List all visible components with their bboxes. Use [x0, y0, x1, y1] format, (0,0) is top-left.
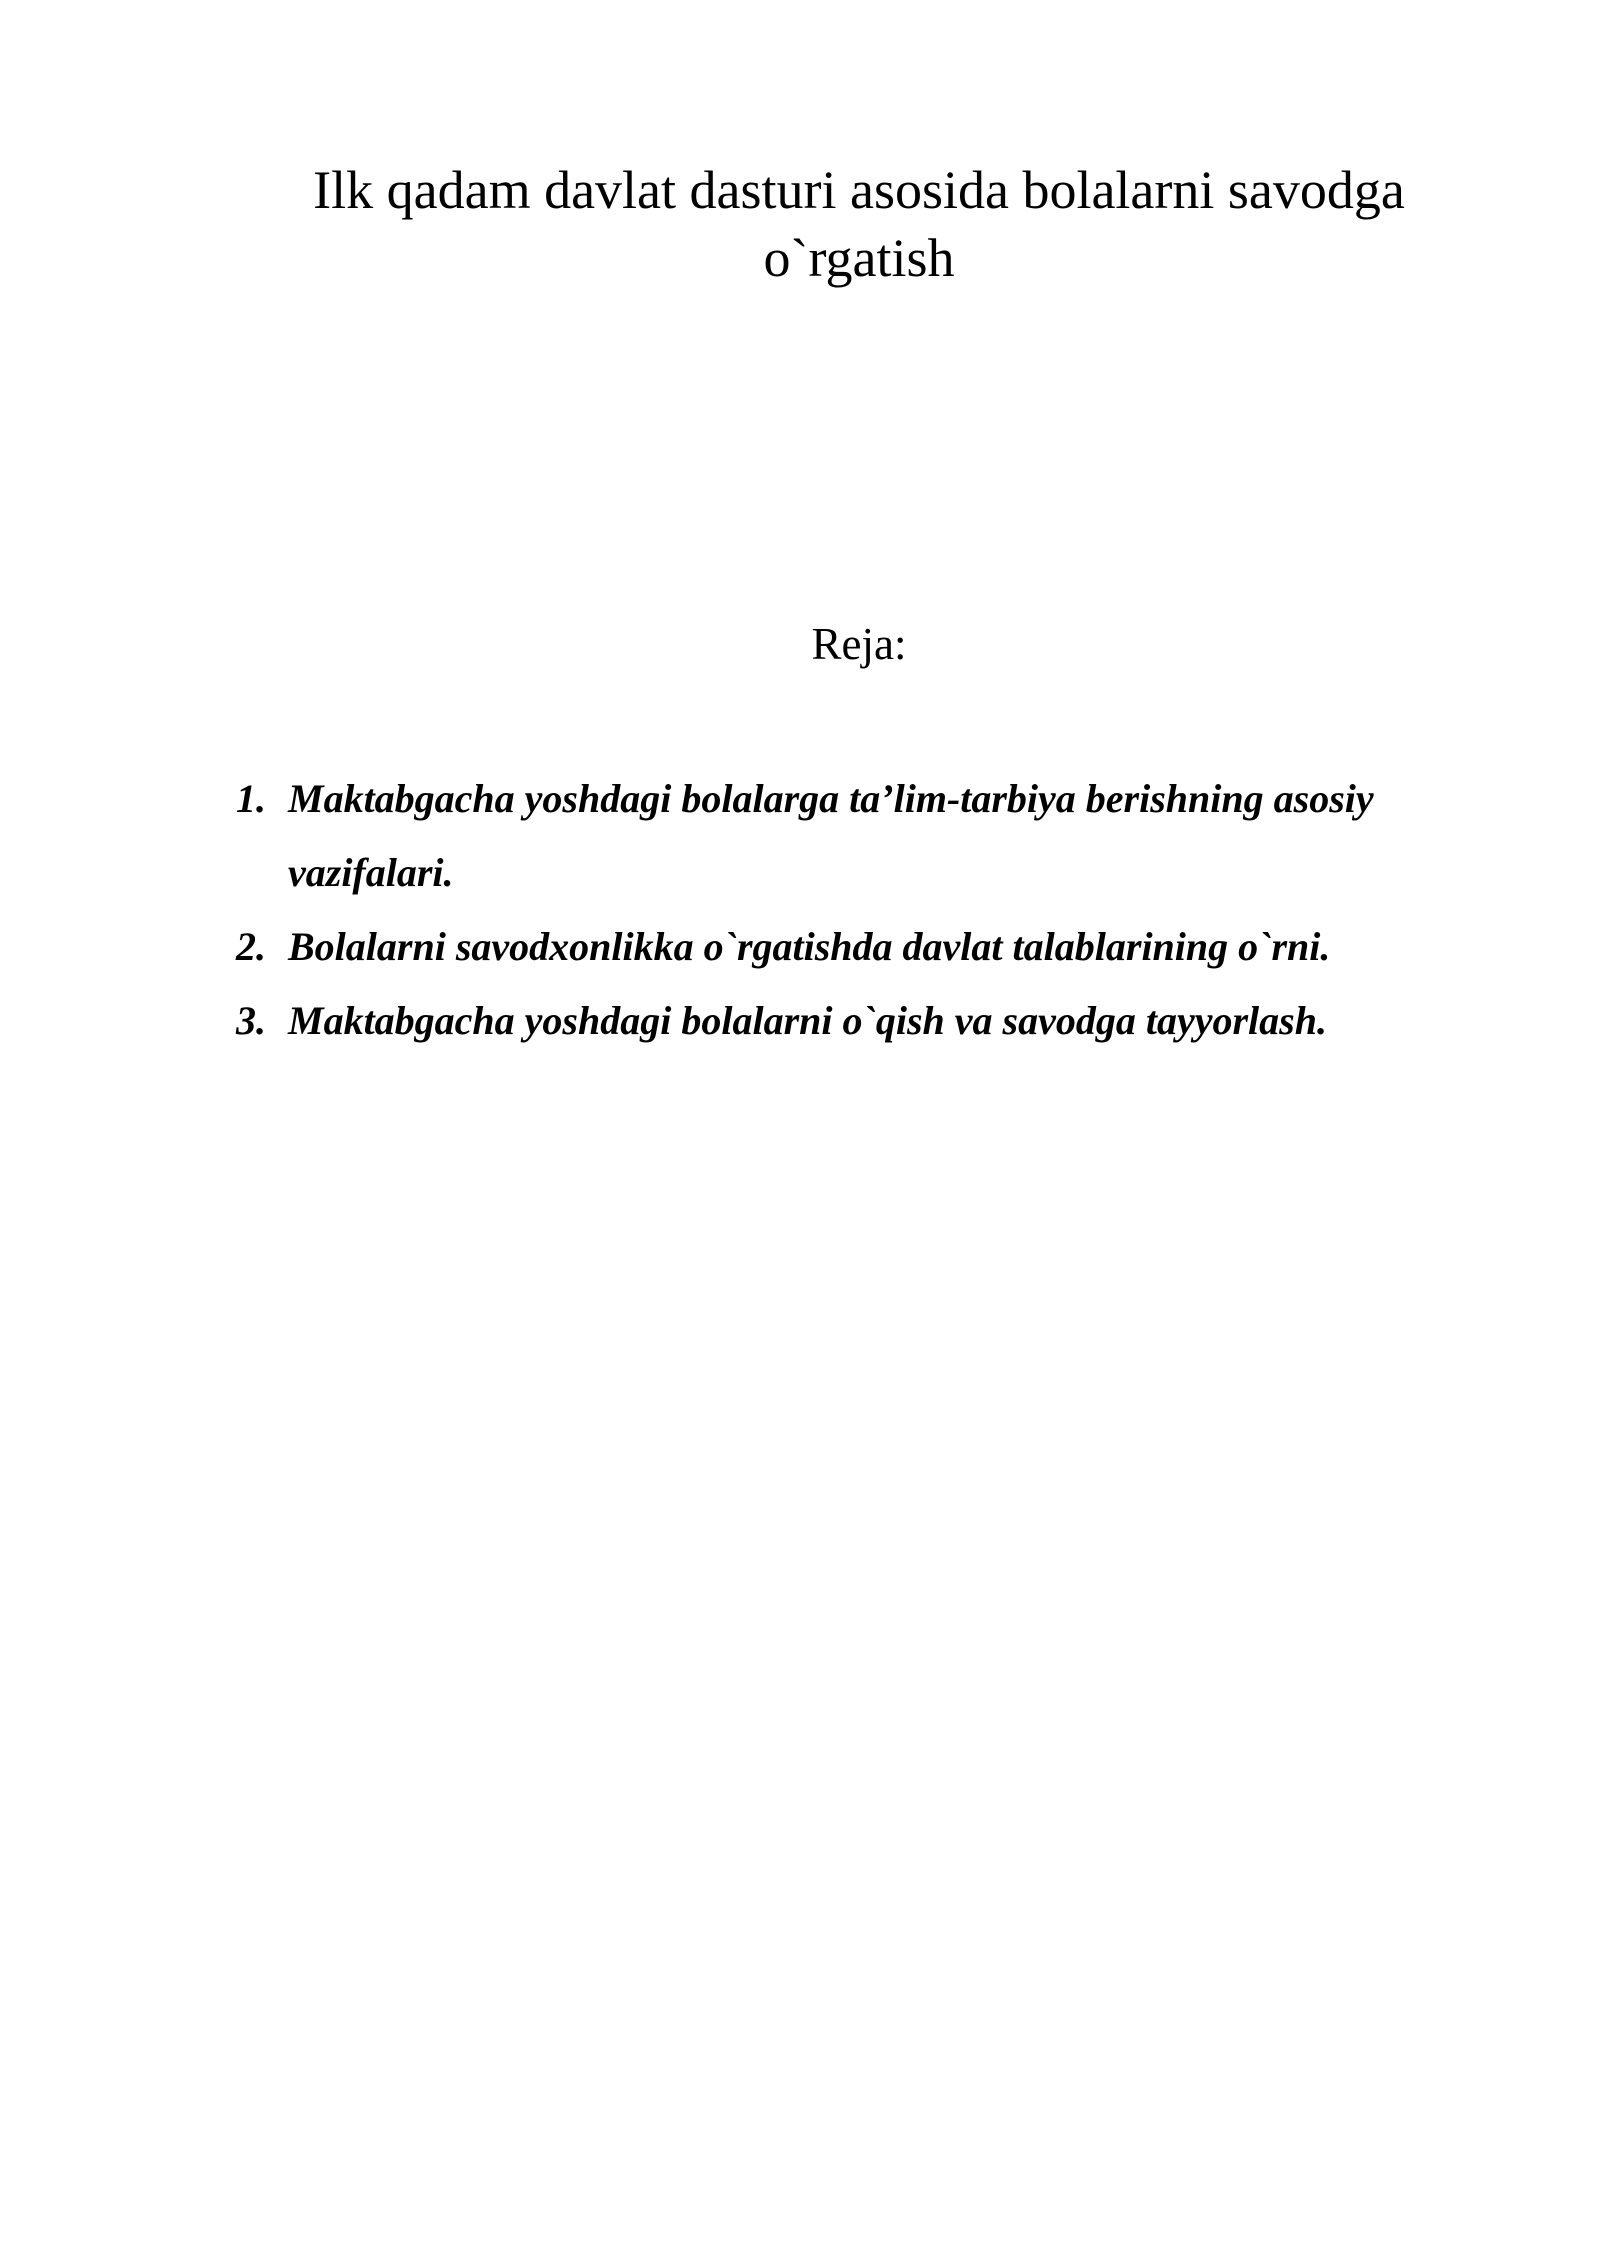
plan-item-text: Maktabgacha yoshdagi bolalarni o`qish va savodga tayyorlash. [288, 998, 1327, 1043]
plan-item-number: 3. [236, 998, 266, 1043]
plan-item-text: Maktabgacha yoshdagi bolalarga ta’lim-tarbiya berishning asosiy vazifalari. [288, 776, 1374, 895]
plan-item-number: 1. [236, 776, 266, 821]
document-title: Ilk qadam davlat dasturi asosida bolalarni savodga o`rgatish [313, 160, 1405, 288]
plan-item-1 [236, 762, 1482, 910]
plan-list [236, 762, 1482, 1058]
plan-item-number: 2. [236, 924, 266, 969]
plan-heading: Reja: [811, 619, 907, 669]
plan-item-2 [236, 910, 1482, 984]
plan-item-3 [236, 984, 1482, 1058]
plan-item-text: Bolalarni savodxonlikka o`rgatishda davlat talablarining o`rni. [288, 924, 1331, 969]
